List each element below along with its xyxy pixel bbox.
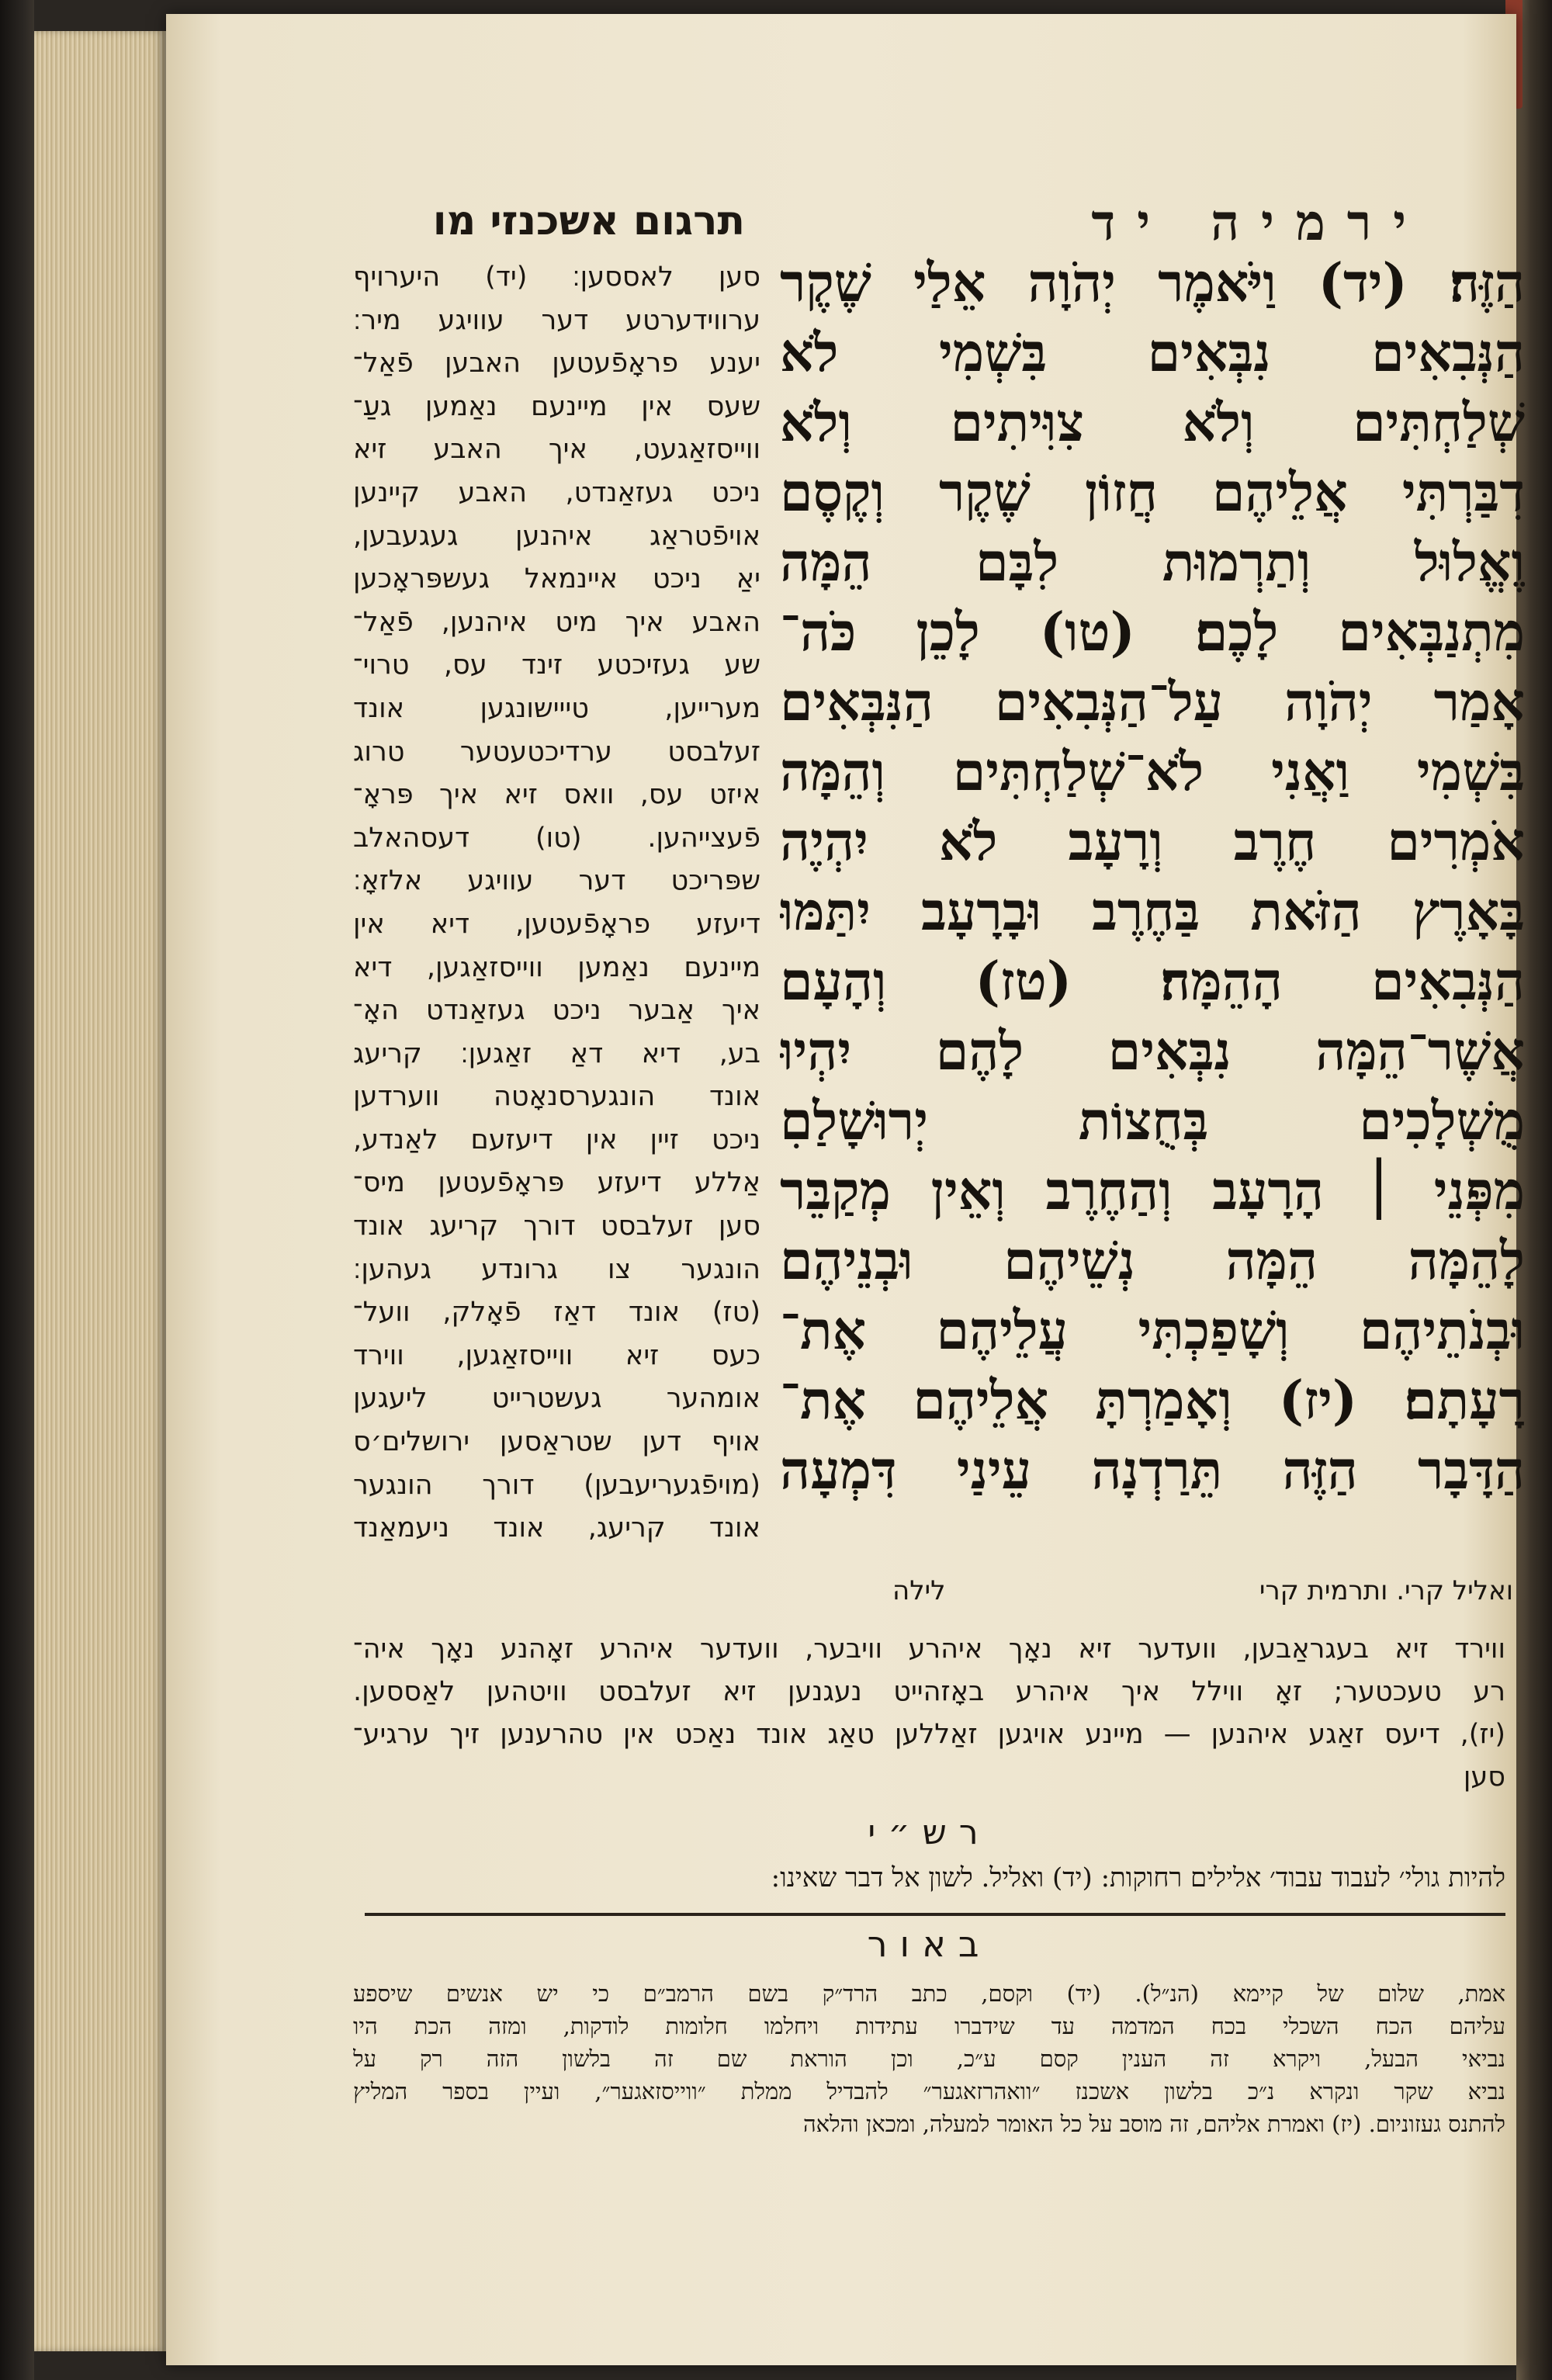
text-line: הַנְּבִאִים נִבְּאִים בִּשְׁמִי לֹא	[780, 322, 1525, 384]
translation-line: סען זעלבסט דורך קריעג אונד	[353, 1211, 760, 1242]
commentary-line: אמת, שלום של קיימא (הנ״ל). (יד) וקסם, כתב הרד״ק בשם הרמב״ם כי יש אנשים שיספע	[353, 1980, 1505, 2007]
running-header-translation: תרגום אשכנזי מו	[432, 198, 745, 244]
translation-line: אויף דען שטראַסען ירושלים׳ס	[353, 1426, 760, 1458]
text-line: בִּשְׁמִי וַאֲנִי לֹא־שְׁלַחְתִּים וְהֵמָּה	[780, 741, 1525, 803]
translation-line: אונד הונגערסנאָטה ווערדען	[353, 1081, 760, 1113]
section-divider	[365, 1913, 1505, 1916]
beur-commentary	[353, 1977, 1505, 2140]
kri-note: ואליל קרי. ותרמית קרי	[1259, 1575, 1513, 1606]
text-line: מִפְּנֵי ׀ הָרָעָב וְהַחֶרֶב וְאֵין מְקַבֵּר	[780, 1160, 1525, 1222]
translation-line: יענע פראָפֿעטען האבען פֿאַל־	[353, 348, 760, 379]
text-line: דִבַּרְתִּי אֲלֵיהֶם חֲזוֹן שֶׁקֶר וְקֶסֶם	[780, 462, 1525, 524]
translation-column	[353, 256, 760, 1550]
translation-line: סען	[1463, 1762, 1505, 1793]
text-line: הַזֶּה׃ (יד) וַיֹּאמֶר יְהֹוָה אֵלַי שֶׁקֶר	[780, 252, 1525, 314]
text-line: שְׁלַחְתִּים וְלֹא צִוִּיתִים וְלֹא	[780, 392, 1525, 454]
translation-line: ווירד זיא בעגראַבען, וועדער זיא נאָך איהרע וויבער, וועדער איהרע זאָהנע נאָך איה־	[353, 1633, 1505, 1665]
commentary-line: להתנס געזוניום. (יז) ואמרת אליהם, זה מוסב על כל האומר למעלה, ומכאן והלאה	[802, 2111, 1505, 2137]
text-line: רָעָתָם׃ (יז) וְאָמַרְתָּ אֲלֵיהֶם אֶת־	[780, 1370, 1525, 1432]
translation-line: ערווידערטע דער עוויגע מיר׃	[353, 304, 760, 336]
translation-line: איזט עס, וואס זיא איך פּראָ־	[353, 779, 760, 811]
translation-line: (מויפֿגעריעבען) דורך הונגער	[353, 1469, 760, 1501]
text-line: אָמַר יְהֹוָה עַל־הַנְּבִאִים הַנִּבְּאִים	[780, 671, 1525, 733]
text-line: אֹמְרִים חֶרֶב וְרָעָב לֹא יִהְיֶה	[780, 811, 1525, 873]
text-line: וּבְנֹתֵיהֶם וְשָׁפַכְתִּי עֲלֵיהֶם אֶת־	[780, 1300, 1525, 1362]
commentary-line: נביא שקר ונקרא נ״כ בלשון אשכנז ״וואהרזאגער״ להבדיל ממלת ״ווייסזאגער״, ועיין בספר המליץ	[353, 2078, 1505, 2105]
translation-line: ניכט געזאַנדט, האבע קיינען	[353, 476, 760, 508]
page-stack-edges	[34, 31, 166, 2351]
book-cover-left	[0, 0, 34, 2380]
rashi-commentary: להיות גולי׳ לעבוד עבוד׳ אלילים רחוקות: (יד) ואליל. לשון אל דבר שאינו:	[771, 1862, 1505, 1893]
translation-line: אַללע דיעזע פּראָפֿעטען מיס־	[353, 1167, 760, 1199]
text-line: הַנְּבִאִים הָהֵמָּה׃ (טז) וְהָעָם	[780, 951, 1525, 1013]
text-line: וֶאֱלוּל וְתַרְמוּת לִבָּם הֵמָּה	[780, 532, 1525, 594]
translation-line: שפּריכט דער עוויגע אלזאָ׃	[353, 865, 760, 897]
text-line: מִתְנַבְּאִים לָכֶם׃ (טו) לָכֵן כֹּה־	[780, 601, 1525, 663]
translation-continuation	[353, 1628, 1505, 1799]
kri-note: לילה	[892, 1575, 946, 1606]
translation-line: מערייען, טייישונגען אונד	[353, 692, 760, 724]
translation-line: אונד קריעג, אונד ניעמאַנד	[353, 1512, 760, 1544]
beur-heading: באור	[867, 1923, 992, 1965]
translation-line: מיינעם נאַמען ווייסזאַגען, דיא	[353, 951, 760, 983]
translation-line: הונגער צו גרונדע געהען׃	[353, 1253, 760, 1285]
commentary-line: נביאי הבעל, ויקרא זה הענין קסם ע״כ, וכן הוראת שם זה בלשון הזה רק על	[353, 2046, 1505, 2072]
translation-line: סען לאססען׃ (יד) היערויף	[353, 262, 760, 293]
translation-line: האבע איך מיט איהנען, פֿאַל־	[353, 606, 760, 638]
text-line: לָהֵמָּה הֵמָּה נְשֵׁיהֶם וּבְנֵיהֶם	[780, 1230, 1525, 1292]
commentary-line: עליהם הכח השכלי בכח המדמה עד שידברו עתידות ויחלמו חלומות לודקות, ומזה הכת היו	[353, 2013, 1505, 2039]
translation-line: שעס אין מיינעם נאַמען געַ־	[353, 390, 760, 422]
text-line: בָּאָרֶץ הַזֹּאת בַּחֶרֶב וּבָרָעָב יִתַּמּוּ	[780, 881, 1525, 943]
translation-line: (יז), דיעס זאַגע איהנען — מיינע אויגען זאַללען טאַג אונד נאַכט אין טהרענען זיך ערגיע־	[353, 1719, 1505, 1750]
running-header-book: ירמיה יד	[1091, 194, 1428, 252]
translation-line: שע געזיכטע זינד עס, טרוי־	[353, 650, 760, 681]
translation-line: (טז) אונד דאַז פֿאָלק, וועל־	[353, 1297, 760, 1329]
translation-line: כעס זיא ווייסזאַגען, ווירד	[353, 1339, 760, 1371]
translation-line: רע טעכטער; זאָ ווילל איך איהרע באָזהייט נעגנען זיא זעלבסט וויטהען לאַססען.	[353, 1676, 1505, 1707]
translation-line: אויפֿטראַג איהנען געגעבען,	[353, 520, 760, 552]
translation-line: זעלבסט ערדיכטעטער טרוג	[353, 736, 760, 767]
text-line: הַדָּבָר הַזֶּה תֵּרַדְנָה עֵינַי דִּמְעָה	[780, 1439, 1525, 1502]
translation-line: אומהער געשטרייט ליעגען	[353, 1383, 760, 1415]
translation-line: ווייסזאַגעט, איך האבע זיא	[353, 434, 760, 466]
text-line: אֲשֶׁר־הֵמָּה נִבְּאִים לָהֶם יִהְיוּ	[780, 1020, 1525, 1083]
translation-line: יאַ ניכט איינמאל געשפּראָכען	[353, 563, 760, 595]
translation-line: איך אַבער ניכט געזאַנדט האָ־	[353, 995, 760, 1027]
translation-line: ניכט זיין אין דיעזעם לאַנדע,	[353, 1124, 760, 1155]
translation-line: דיעזע פראָפֿעטען, דיא אין	[353, 908, 760, 940]
translation-line: בע, דיא דאַ זאַגען׃ קריעג	[353, 1038, 760, 1069]
kri-notes	[799, 1575, 1513, 1614]
text-line: מֻשְׁלָכִים בְּחֻצוֹת יְרוּשָׁלַםִ	[780, 1090, 1525, 1152]
rashi-heading: רש״י	[868, 1813, 991, 1852]
hebrew-text-column	[780, 248, 1525, 1505]
translation-line: פֿעצייהען. (טו) דעסהאלב	[353, 822, 760, 854]
